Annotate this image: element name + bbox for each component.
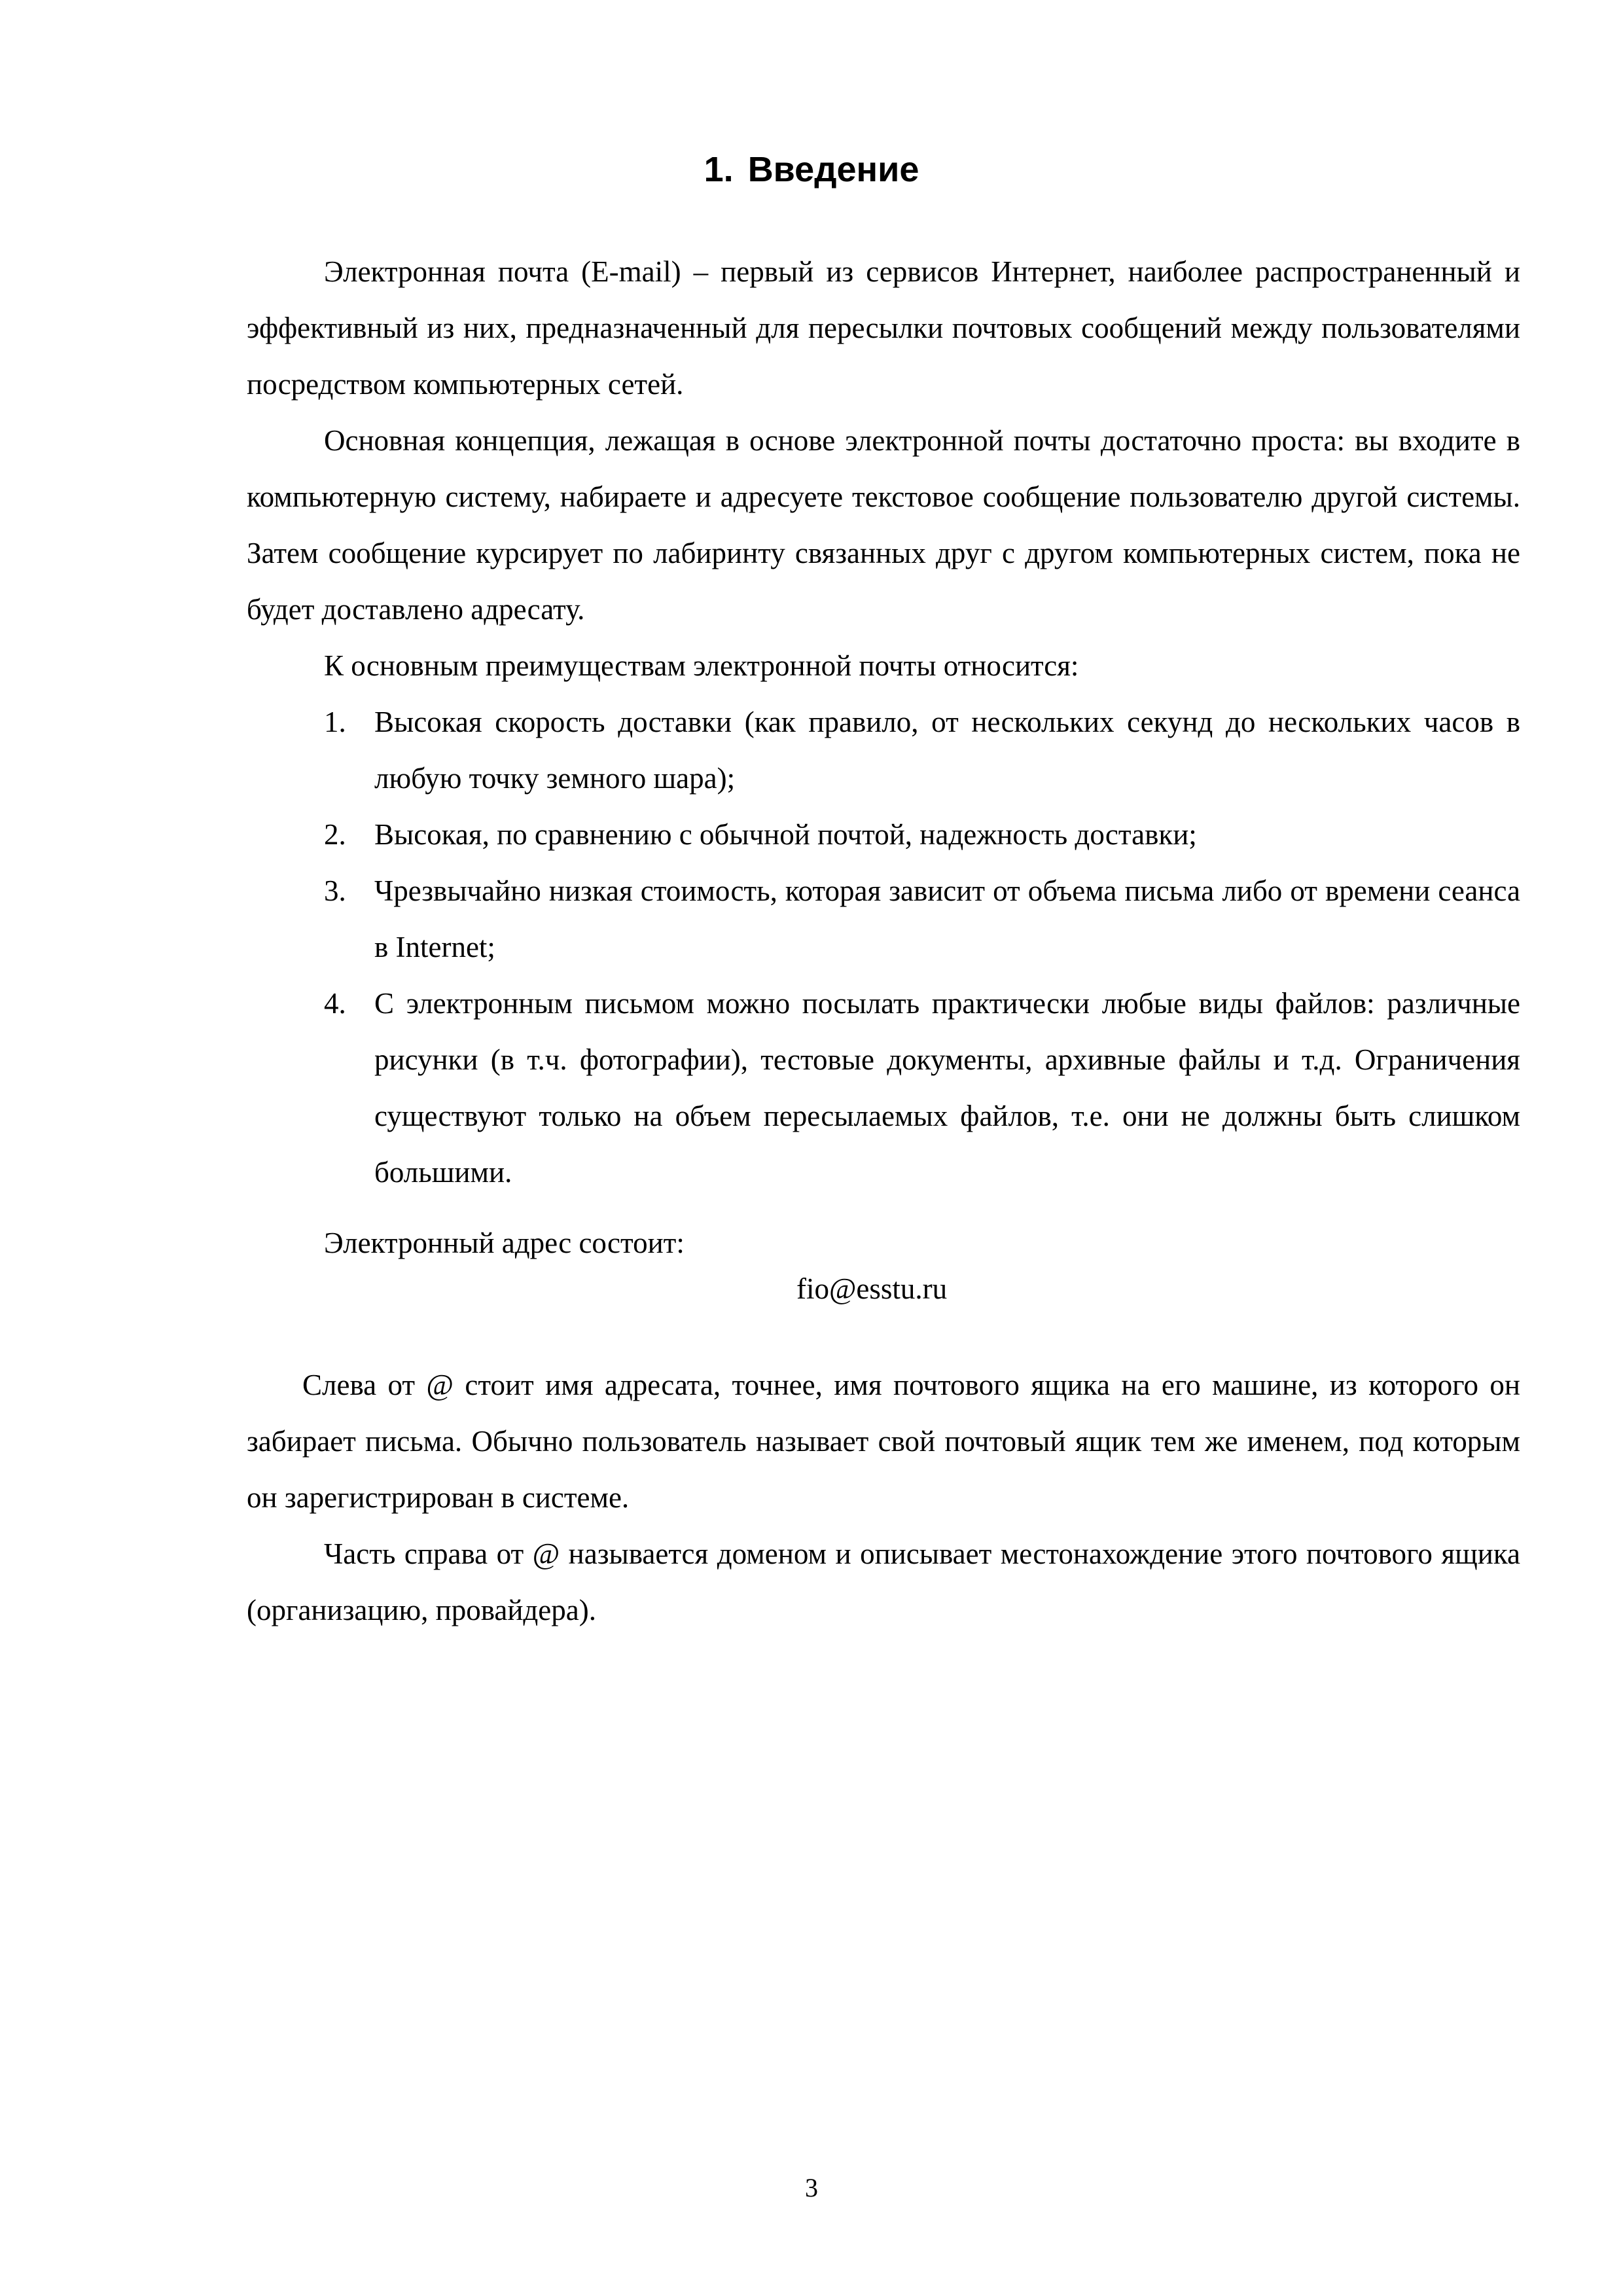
- list-item-marker: 2.: [324, 818, 346, 851]
- paragraph-intro: Электронная почта (E-mail) – первый из сервисов Интернет, наиболее распространенный и эффективный из них, предназначенный для пересылки почтовых сообщений между пользователями посредством компьютерных сетей.: [247, 255, 1520, 401]
- advantages-list: [247, 694, 1520, 1200]
- list-item: [247, 694, 1520, 806]
- section-title: Введение: [747, 150, 919, 189]
- list-item: [247, 975, 1520, 1200]
- body-text: [247, 243, 1520, 1200]
- list-item-text: Высокая скорость доставки (как правило, от нескольких секунд до нескольких часов в любую точку земного шара);: [374, 706, 1520, 795]
- page-number: 3: [805, 2173, 818, 2202]
- address-explanation: [247, 1357, 1520, 1638]
- paragraph-right-part: Часть справа от @ называется доменом и описывает местонахождение этого почтового ящика (организацию, провайдера).: [247, 1537, 1520, 1626]
- list-item-marker: 3.: [324, 874, 346, 907]
- list-item-marker: 1.: [324, 706, 346, 738]
- section-heading: [0, 147, 1623, 192]
- address-label: Электронный адрес состоит:: [324, 1227, 685, 1259]
- section-number: 1.: [704, 150, 734, 189]
- paragraph-advantages-intro: К основным преимуществам электронной почты относится:: [324, 649, 1079, 682]
- list-item-text: С электронным письмом можно посылать практически любые виды файлов: различные рисунки (в т.ч. фотографии), тестовые документы, архивные файлы и т.д. Ограничения существуют только на объем пересылаемых файлов, т.е. они не должны быть слишком большими.: [374, 987, 1520, 1189]
- list-item-text: Высокая, по сравнению с обычной почтой, надежность доставки;: [374, 818, 1197, 851]
- list-item-text: Чрезвычайно низкая стоимость, которая зависит от объема письма либо от времени сеанса в Internet;: [374, 874, 1520, 963]
- paragraph-concept: Основная концепция, лежащая в основе электронной почты достаточно проста: вы входите в компьютерную систему, набираете и адресуете текстовое сообщение пользователю другой системы. Затем сообщение курсирует по лабиринту связанных друг с другом компьютерных систем, пока не будет доставлено адресату.: [247, 424, 1520, 626]
- list-item-marker: 4.: [324, 987, 346, 1020]
- paragraph-left-part: Слева от @ стоит имя адресата, точнее, имя почтового ящика на его машине, из которого он забирает письма. Обычно пользователь называет свой почтовый ящик тем же именем, под которым он зарегистрирован в системе.: [247, 1369, 1520, 1514]
- address-label-block: [247, 1220, 1520, 1312]
- list-item: [247, 863, 1520, 975]
- email-example: fio@esstu.ru: [796, 1272, 948, 1305]
- list-item: [247, 806, 1520, 863]
